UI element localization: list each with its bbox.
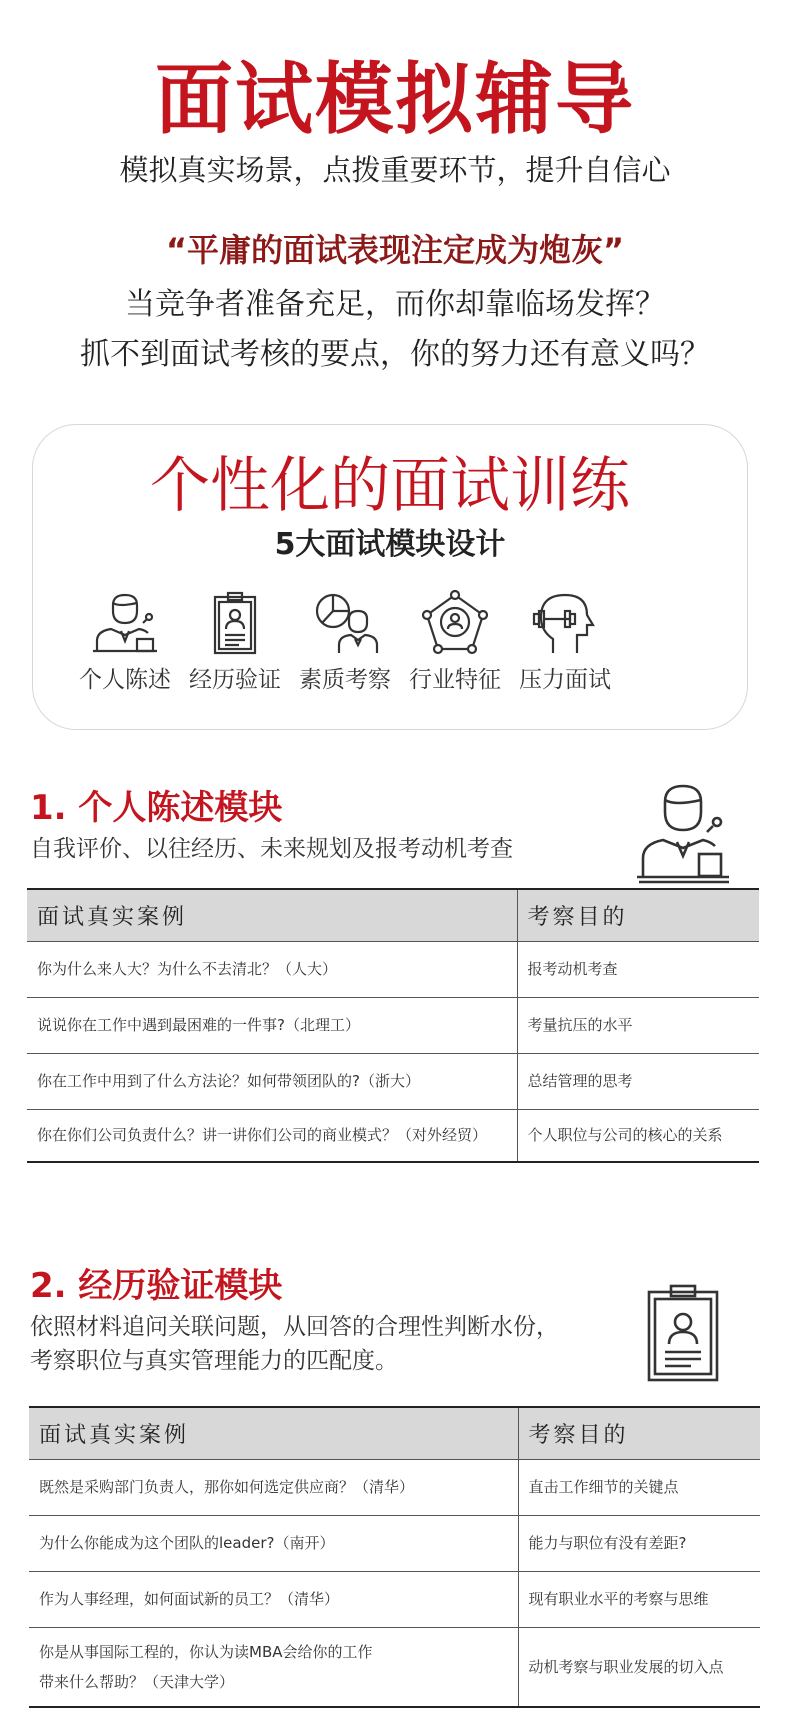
purpose-cell: 考量抗压的水平 [517,997,759,1053]
training-title: 个性化的面试训练 [150,451,630,521]
case-cell: 既然是采购部门负责人，那你如何选定供应商？（清华） [29,1459,518,1515]
case-cell-line-1: 你是从事国际工程的，你认为读MBA会给你的工作 [39,1642,373,1661]
purpose-cell: 能力与职位有没有差距? [518,1515,760,1571]
module-personal-statement [65,589,185,695]
table-row [29,1571,760,1627]
module-label: 个人陈述 [79,667,171,693]
table-header-row [27,889,759,941]
table-row [29,1627,760,1707]
module-quality-assessment [285,589,405,695]
training-subtitle: 5大面试模块设计 [274,527,506,562]
training-card [32,424,748,730]
section1-desc: 自我评价、以往经历、未来规划及报考动机考查 [30,836,513,862]
case-cell: 你为什么来人大？为什么不去清北？（人大） [27,941,517,997]
table-row [27,941,759,997]
purpose-cell: 报考动机考查 [517,941,759,997]
table-row [27,1109,759,1162]
column-header-case: 面试真实案例 [29,1407,518,1459]
network-pentagon-icon [421,589,489,657]
section1-cases-table [27,888,759,1163]
purpose-cell: 现有职业水平的考察与思维 [518,1571,760,1627]
module-experience-verification [175,589,295,695]
section2-title: 2. 经历验证模块 [30,1266,283,1306]
section1-title: 1. 个人陈述模块 [30,788,283,828]
clipboard-resume-icon [201,589,269,657]
section2-cases-table [29,1406,760,1708]
module-label: 经历验证 [189,667,281,693]
quote-headline: “平庸的面试表现注定成为炮灰” [165,231,625,269]
section2-desc-line-1: 依照材料追问关联问题，从回答的合理性判断水份， [30,1314,559,1340]
case-cell [29,1627,518,1707]
page-subtitle: 模拟真实场景，点拨重要环节，提升自信心 [119,153,671,187]
table-row [29,1515,760,1571]
column-header-case: 面试真实案例 [27,889,517,941]
purpose-cell: 动机考察与职业发展的切入点 [518,1627,760,1707]
case-cell: 为什么你能成为这个团队的leader?（南开） [29,1515,518,1571]
case-cell: 你在你们公司负责什么？讲一讲你们公司的商业模式？（对外经贸） [27,1109,517,1162]
quote-line-1: 当竞争者准备充足，而你却靠临场发挥？ [125,287,665,322]
case-cell-line-2: 带来什么帮助？（天津大学） [39,1672,235,1691]
module-label: 素质考察 [299,667,391,693]
page-title: 面试模拟辅导 [154,55,635,145]
case-cell: 作为人事经理，如何面试新的员工？（清华） [29,1571,518,1627]
case-cell: 你在工作中用到了什么方法论？如何带领团队的?（浙大） [27,1053,517,1109]
table-header-row [29,1407,760,1459]
case-cell: 说说你在工作中遇到最困难的一件事?（北理工） [27,997,517,1053]
purpose-cell: 总结管理的思考 [517,1053,759,1109]
quote-line-2: 抓不到面试考核的要点，你的努力还有意义吗？ [80,337,710,372]
purpose-cell: 直击工作细节的关键点 [518,1459,760,1515]
table-row [29,1459,760,1515]
module-label: 行业特征 [409,667,501,693]
purpose-cell: 个人职位与公司的核心的关系 [517,1109,759,1162]
module-stress-interview [505,589,625,695]
table-row [27,1053,759,1109]
clipboard-resume-icon [645,1284,721,1384]
presenter-icon [635,780,731,884]
module-industry-features [395,589,515,695]
column-header-purpose: 考察目的 [517,889,759,941]
table-row [27,997,759,1053]
column-header-purpose: 考察目的 [518,1407,760,1459]
presenter-icon [91,589,159,657]
module-label: 压力面试 [519,667,611,693]
head-dumbbell-icon [531,589,599,657]
section2-desc-line-2: 考察职位与真实管理能力的匹配度。 [30,1348,398,1374]
analyst-chart-icon [311,589,379,657]
